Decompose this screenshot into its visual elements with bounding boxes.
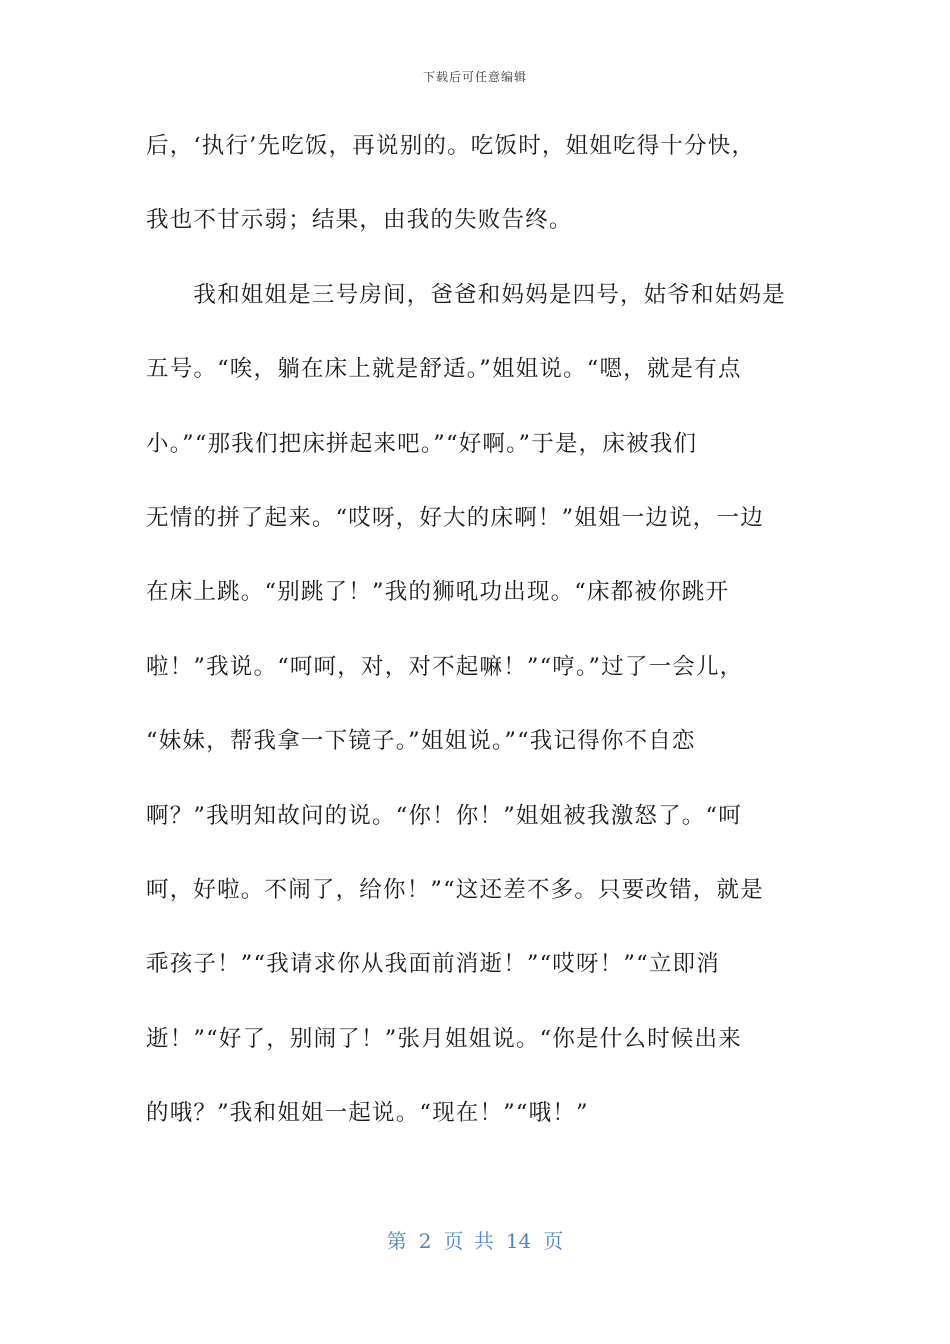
text-line: 在床上跳。“别跳了！”我的狮吼功出现。“床都被你跳开 — [146, 579, 730, 606]
text-line: 无情的拼了起来。“哎呀，好大的床啊！”姐姐一边说，一边 — [146, 504, 764, 531]
text-line: 的哦？”我和姐姐一起说。“现在！”“哦！” — [146, 1100, 589, 1127]
text-line: 乖孩子！”“我请求你从我面前消逝！”“哎呀！”“立即消 — [146, 951, 720, 978]
footer-suffix: 页 — [543, 1229, 564, 1253]
footer-prefix: 第 — [386, 1229, 407, 1253]
text-line: 逝！”“好了，别闹了！”张月姐姐说。“你是什么时候出来 — [146, 1025, 742, 1052]
text-line: 小。”“那我们把床拼起来吧。”“好啊。”于是，床被我们 — [146, 430, 698, 457]
text-line: 我和姐姐是三号房间，爸爸和妈妈是四号，姑爷和姑妈是 — [146, 281, 786, 308]
text-line: 啦！”我说。“呵呵，对，对不起嘛！”“哼。”过了一会儿， — [146, 653, 744, 680]
document-body — [146, 122, 811, 1163]
text-line: 啊？”我明知故问的说。“你！你！”姐姐被我激怒了。“呵 — [146, 802, 742, 829]
text-line: “妹妹，帮我拿一下镜子。”姐姐说。”“我记得你不自恋 — [146, 728, 696, 755]
page-footer — [0, 1225, 950, 1254]
page-header: 下载后可任意编辑 — [422, 70, 527, 84]
page-total: 14 — [505, 1229, 532, 1253]
page-number: 2 — [418, 1229, 432, 1253]
text-line: 后，‘执行’先吃饭，再说别的。吃饭时，姐姐吃得十分快， — [146, 133, 756, 159]
footer-middle: 页 共 — [443, 1229, 494, 1253]
text-line: 五号。“唉，躺在床上就是舒适。”姐姐说。“嗯，就是有点 — [146, 356, 742, 383]
text-line: 呵，好啦。不闹了，给你！”“这还差不多。只要改错，就是 — [146, 876, 764, 903]
text-line: 我也不甘示弱；结果，由我的失败告终。 — [146, 207, 573, 234]
